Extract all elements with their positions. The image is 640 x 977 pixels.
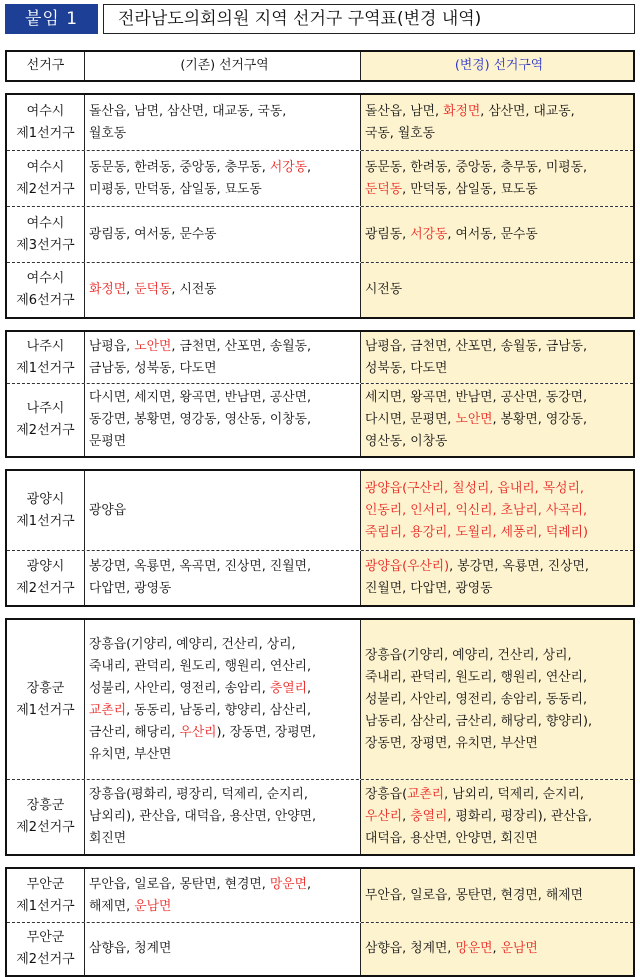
district-city: 장흥군 [26, 680, 65, 696]
old-area-cell [85, 151, 361, 206]
new-area-cell [361, 551, 633, 605]
table-row [7, 551, 633, 607]
district-name [7, 151, 85, 206]
document-title: 전라남도의회의원 지역 선거구 구역표(변경 내역) [103, 4, 635, 34]
table-row [7, 923, 633, 977]
district-number: 제1선거구 [16, 513, 75, 529]
area-text: 진월면, 다압면, 광영동 [365, 581, 493, 596]
district-number: 제2선거구 [16, 181, 75, 197]
district-city: 나주시 [26, 401, 65, 416]
area-text: 동문동, 한려동, 중앙동, 충무동, 미평동, [365, 159, 588, 175]
new-area-cell [361, 263, 633, 317]
area-text: 동강면, 봉황면, 영강동, 영산동, 이창동, [89, 412, 312, 427]
changed-area-text: 서강동 [410, 226, 448, 242]
district-name [7, 207, 85, 262]
changed-area-text: 둔덕동 [365, 181, 403, 197]
area-text: 다압면, 광영동 [89, 581, 172, 596]
table-row [7, 151, 633, 207]
area-text: , 여서동, 문수동 [447, 226, 538, 242]
changed-area-text: 우산리 [179, 724, 217, 740]
table-row [7, 95, 633, 151]
area-text: , 봉강면, 옥룡면, 진상면, [449, 559, 589, 574]
changed-area-text: 죽림리, 용강리, 도월리, 세풍리, 덕례리) [365, 524, 588, 540]
district-city: 여수시 [26, 215, 65, 231]
area-line [89, 722, 360, 744]
area-line [365, 784, 633, 806]
area-text: 회진면 [89, 831, 127, 846]
table-row [7, 869, 633, 923]
old-area-cell [85, 95, 361, 150]
district-number: 제2선거구 [16, 952, 75, 967]
changed-area-text: 교촌리 [89, 702, 127, 718]
old-area-cell [85, 263, 361, 317]
area-line [365, 123, 633, 145]
area-text: 장흥읍(평화리, 평장리, 덕제리, 순지리, [89, 787, 308, 802]
area-text: 장흥읍( [365, 787, 408, 802]
old-area-cell [85, 923, 361, 975]
new-area-cell [361, 620, 633, 779]
table-row [7, 471, 633, 551]
district-name [7, 263, 85, 317]
new-area-cell [361, 95, 633, 150]
area-text: , 금천면, 산포면, 송월동, [171, 338, 312, 354]
area-line [89, 806, 360, 828]
area-line [89, 578, 360, 600]
changed-area-text: 교촌리 [407, 787, 445, 802]
area-text: 광양읍 [89, 502, 127, 518]
area-text: 봉강면, 옥룡면, 옥곡면, 진상면, 진월면, [89, 559, 312, 574]
table-row [7, 332, 633, 384]
area-line [89, 828, 360, 850]
area-line [89, 784, 360, 806]
district-city: 무안군 [26, 876, 65, 892]
area-line [365, 431, 633, 453]
header-new-area: (변경) 선거구역 [361, 52, 633, 80]
area-text: 광림동, 여서동, 문수동 [89, 226, 217, 242]
group-separator [5, 856, 635, 869]
table-row [7, 384, 633, 458]
area-text: , [492, 941, 501, 956]
district-number: 제2선거구 [16, 820, 75, 835]
district-number: 제1선거구 [16, 898, 75, 914]
old-area-cell [85, 551, 361, 605]
old-area-cell [85, 620, 361, 779]
area-text: 죽내리, 관덕리, 원도리, 행원리, 연산리, [89, 658, 312, 674]
area-text: , [402, 809, 411, 824]
district-city: 여수시 [26, 159, 65, 175]
area-line [365, 478, 633, 500]
area-line [365, 409, 633, 431]
area-line [89, 101, 360, 123]
area-text: 삼향읍, 청계면, [365, 941, 456, 956]
area-line [365, 279, 633, 301]
area-text: 남평읍, [89, 338, 135, 354]
area-line [89, 279, 360, 301]
table-row [7, 780, 633, 856]
area-line [89, 224, 360, 246]
old-area-cell [85, 780, 361, 854]
table-header-row [7, 52, 633, 82]
area-text: 성불리, 사안리, 영전리, 송암리, 동동리, [365, 691, 588, 707]
changed-area-text: 노안면 [134, 338, 172, 354]
area-text: , [126, 282, 135, 297]
area-text: 남동리, 삼산리, 금산리, 해당리, 향양리), [365, 713, 593, 729]
district-name [7, 551, 85, 605]
new-area-cell [361, 923, 633, 975]
district-city: 광양시 [26, 559, 65, 574]
area-line [89, 556, 360, 578]
changed-area-text: 충열리 [410, 809, 448, 824]
district-name [7, 869, 85, 922]
area-line [89, 157, 360, 179]
area-text: 시전동 [365, 282, 403, 297]
area-line [365, 224, 633, 246]
area-text: 다시면, 문평면, [365, 412, 456, 427]
area-text: 성불리, 사안리, 영전리, 송암리, [89, 680, 270, 696]
area-line [89, 179, 360, 201]
area-text: 동문동, 한려동, 중앙동, 충무동, [89, 159, 270, 175]
area-text: , [306, 159, 312, 175]
area-line [365, 578, 633, 600]
old-area-cell [85, 332, 361, 383]
new-area-cell [361, 384, 633, 456]
changed-area-text: 망운면 [269, 876, 307, 892]
old-area-cell [85, 207, 361, 262]
changed-area-text: 우산리 [365, 809, 403, 824]
district-number: 제6선거구 [16, 293, 75, 308]
area-text: 돌산읍, 남면, 삼산면, 대교동, 국동, [89, 103, 287, 119]
area-text: , [306, 680, 312, 696]
area-text: 장동면, 장평면, 유치면, 부산면 [365, 735, 538, 751]
group-separator [5, 458, 635, 471]
area-line [365, 689, 633, 711]
area-line [365, 101, 633, 123]
area-text: 광림동, [365, 226, 411, 242]
district-name [7, 923, 85, 975]
area-line [89, 744, 360, 766]
area-line [89, 358, 360, 380]
area-line [365, 358, 633, 380]
area-line [365, 885, 633, 907]
area-text: , 삼산면, 대교동, [480, 103, 575, 119]
area-text: 무안읍, 일로읍, 몽탄면, 현경면, [89, 876, 270, 892]
table-row [7, 207, 633, 263]
district-number: 제1선거구 [16, 360, 75, 376]
new-area-cell [361, 780, 633, 854]
changed-area-text: 화정면 [89, 282, 127, 297]
group-separator [5, 319, 635, 332]
changed-area-text: 화정면 [443, 103, 481, 119]
district-name [7, 471, 85, 550]
district-city: 장흥군 [26, 798, 65, 813]
district-name [7, 95, 85, 150]
new-area-cell [361, 151, 633, 206]
area-text: 남평읍, 금천면, 산포면, 송월동, 금남동, [365, 338, 588, 354]
area-text: 장흥읍(기양리, 예양리, 건산리, 상리, [89, 636, 296, 652]
district-name [7, 620, 85, 779]
area-line [89, 700, 360, 722]
area-line [89, 938, 360, 960]
district-number: 제3선거구 [16, 237, 75, 253]
area-line [365, 336, 633, 358]
new-area-cell [361, 207, 633, 262]
area-line [89, 874, 360, 896]
area-text: ), 장동면, 장평면, [216, 724, 317, 740]
area-text: 금남동, 성북동, 다도면 [89, 360, 217, 376]
changed-area-text: 서강동 [269, 159, 307, 175]
changed-area-text: 충열리 [269, 680, 307, 696]
area-line [365, 500, 633, 522]
district-city: 여수시 [26, 103, 65, 119]
area-text: 영산동, 이창동 [365, 434, 448, 449]
area-text: 삼향읍, 청계면 [89, 941, 172, 956]
area-text: 금산리, 해당리, [89, 724, 180, 740]
attachment-tag: 붙임 1 [5, 4, 98, 34]
changed-area-text: 망운면 [455, 941, 493, 956]
area-line [89, 123, 360, 145]
area-line [89, 656, 360, 678]
old-area-cell [85, 471, 361, 550]
area-line [365, 711, 633, 733]
district-name [7, 332, 85, 383]
area-text: 장흥읍(기양리, 예양리, 건산리, 상리, [365, 647, 572, 663]
changed-area-text: 광양읍(구산리, 칠성리, 읍내리, 목성리, [365, 480, 584, 496]
area-line [365, 522, 633, 544]
area-text: , [306, 876, 312, 892]
area-line [89, 431, 360, 453]
area-line [365, 828, 633, 850]
area-text: 다시면, 세지면, 왕곡면, 반남면, 공산면, [89, 390, 312, 405]
area-text: 국동, 월호동 [365, 125, 435, 141]
area-line [365, 179, 633, 201]
area-line [365, 938, 633, 960]
district-name [7, 384, 85, 456]
changed-area-text: 운남면 [134, 898, 172, 914]
changed-area-text: 인동리, 인서리, 익신리, 초남리, 사곡리, [365, 502, 588, 518]
group-separator [5, 82, 635, 95]
new-area-cell [361, 471, 633, 550]
area-line [89, 896, 360, 918]
header-old-area: (기존) 선거구역 [85, 52, 361, 80]
area-line [365, 733, 633, 755]
document-header [5, 4, 635, 34]
table-row [7, 620, 633, 780]
changed-area-text: 운남면 [500, 941, 538, 956]
area-text: 세지면, 왕곡면, 반남면, 공산면, 동강면, [365, 390, 588, 405]
district-number: 제1선거구 [16, 702, 75, 718]
table-row [7, 263, 633, 319]
new-area-cell [361, 869, 633, 922]
area-line [365, 645, 633, 667]
area-line [89, 336, 360, 358]
district-number: 제2선거구 [16, 423, 75, 438]
area-text: , 평화리, 평장리), 관산읍, [447, 809, 593, 824]
area-text: , 봉황면, 영강동, [492, 412, 588, 427]
district-city: 무안군 [26, 930, 65, 945]
area-text: 유치면, 부산면 [89, 746, 172, 762]
area-line [365, 806, 633, 828]
area-line [89, 387, 360, 409]
area-text: 문평면 [89, 434, 127, 449]
district-number: 제1선거구 [16, 125, 75, 141]
area-text: , 동동리, 남동리, 향양리, 삼산리, [126, 702, 312, 718]
area-text: 돌산읍, 남면, [365, 103, 444, 119]
old-area-cell [85, 869, 361, 922]
area-text: 남외리), 관산읍, 대덕읍, 용산면, 안양면, [89, 809, 317, 824]
changed-area-text: 노안면 [455, 412, 493, 427]
header-district: 선거구 [7, 52, 85, 80]
area-text: 성북동, 다도면 [365, 360, 448, 376]
area-line [365, 387, 633, 409]
area-text: 죽내리, 관덕리, 원도리, 행원리, 연산리, [365, 669, 588, 685]
area-line [89, 634, 360, 656]
area-line [365, 157, 633, 179]
changed-area-text: 둔덕동 [134, 282, 172, 297]
old-area-cell [85, 384, 361, 456]
area-text: 미평동, 만덕동, 삼일동, 묘도동 [89, 181, 262, 197]
area-line [89, 500, 360, 522]
area-line [365, 667, 633, 689]
district-city: 여수시 [26, 271, 65, 286]
area-text: 해제면, [89, 898, 135, 914]
area-text: 대덕읍, 용산면, 안양면, 회진면 [365, 831, 538, 846]
area-line [89, 678, 360, 700]
area-text: , 남외리, 덕제리, 순지리, [444, 787, 584, 802]
district-name [7, 780, 85, 854]
area-line [89, 409, 360, 431]
area-text: 무안읍, 일로읍, 몽탄면, 현경면, 해제면 [365, 887, 583, 903]
area-text: , 시전동 [171, 282, 217, 297]
area-text: , 만덕동, 삼일동, 묘도동 [402, 181, 538, 197]
district-city: 나주시 [26, 338, 65, 354]
district-table [5, 50, 635, 977]
district-number: 제2선거구 [16, 581, 75, 596]
area-text: 월호동 [89, 125, 127, 141]
changed-area-text: 광양읍(우산리) [365, 559, 450, 574]
district-city: 광양시 [26, 491, 65, 507]
area-line [365, 556, 633, 578]
new-area-cell [361, 332, 633, 383]
group-separator [5, 607, 635, 620]
